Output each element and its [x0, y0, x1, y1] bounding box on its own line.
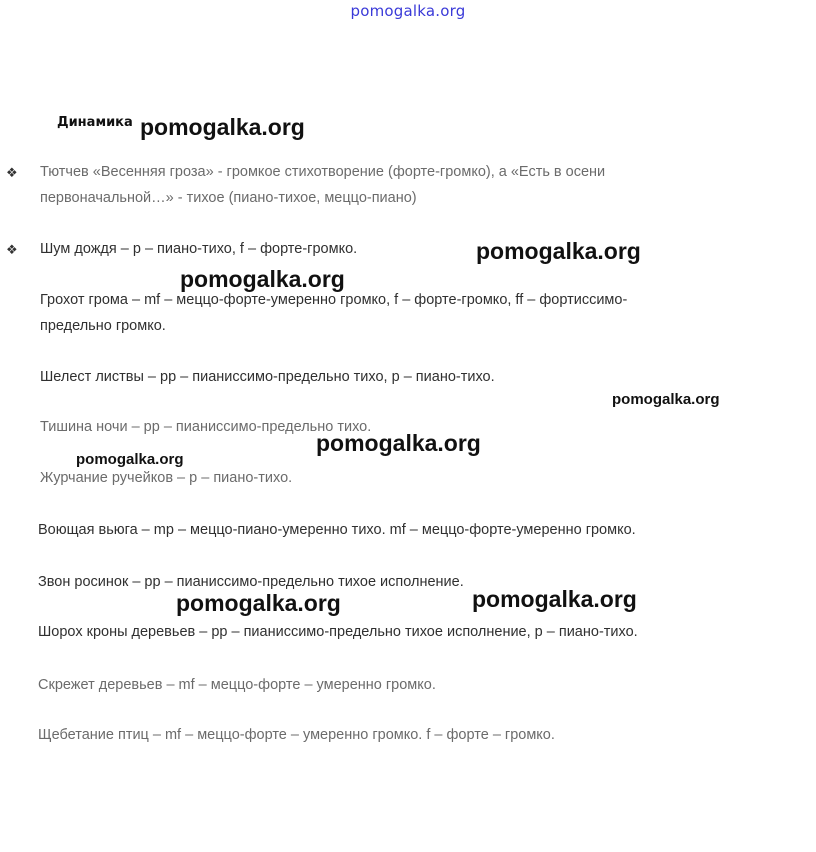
item-8-text: Звон росинок – pp – пианиссимо-предельно тихое исполнение.	[38, 574, 464, 590]
watermark-text: pomogalka.org	[612, 391, 720, 408]
watermark-text: pomogalka.org	[180, 266, 345, 292]
item-2-text: Шум дождя – p – пиано-тихо, f – форте-громко.	[40, 241, 358, 257]
item-4-text: Шелест листвы – pp – пианиссимо-предельно тихо, p – пиано-тихо.	[40, 369, 495, 385]
section-heading: Динамика	[57, 115, 133, 130]
bullet-icon: ❖	[6, 242, 18, 257]
watermark-text: pomogalka.org	[476, 238, 641, 264]
watermark-text: pomogalka.org	[76, 451, 184, 468]
watermark-text: pomogalka.org	[140, 114, 305, 140]
watermark-text: pomogalka.org	[472, 586, 637, 612]
item-3-line-1: Грохот грома – mf – меццо-форте-умеренно громко, f – форте-громко, ff – фортиссимо-	[40, 292, 628, 308]
item-9-text: Шорох кроны деревьев – pp – пианиссимо-предельно тихое исполнение, p – пиано-тихо.	[38, 624, 638, 640]
item-10-text: Скрежет деревьев – mf – меццо-форте – умеренно громко.	[38, 677, 436, 693]
bullet-icon: ❖	[6, 165, 18, 180]
site-header-link[interactable]: pomogalka.org	[350, 2, 466, 20]
item-3-line-2: предельно громко.	[40, 318, 166, 334]
item-11-text: Щебетание птиц – mf – меццо-форте – умеренно громко. f – форте – громко.	[38, 727, 555, 743]
item-6-text: Журчание ручейков – p – пиано-тихо.	[40, 470, 293, 486]
watermark-text: pomogalka.org	[316, 430, 481, 456]
item-1-line-2: первоначальной…» - тихое (пиано-тихое, меццо-пиано)	[40, 190, 417, 206]
watermark-text: pomogalka.org	[176, 590, 341, 616]
item-7-text: Воющая вьюга – mp – меццо-пиано-умеренно тихо. mf – меццо-форте-умеренно громко.	[38, 522, 636, 538]
item-5-text: Тишина ночи – pp – пианиссимо-предельно тихо.	[40, 419, 372, 435]
item-1-line-1: Тютчев «Весенняя гроза» - громкое стихотворение (форте-громко), а «Есть в осени	[40, 164, 606, 180]
